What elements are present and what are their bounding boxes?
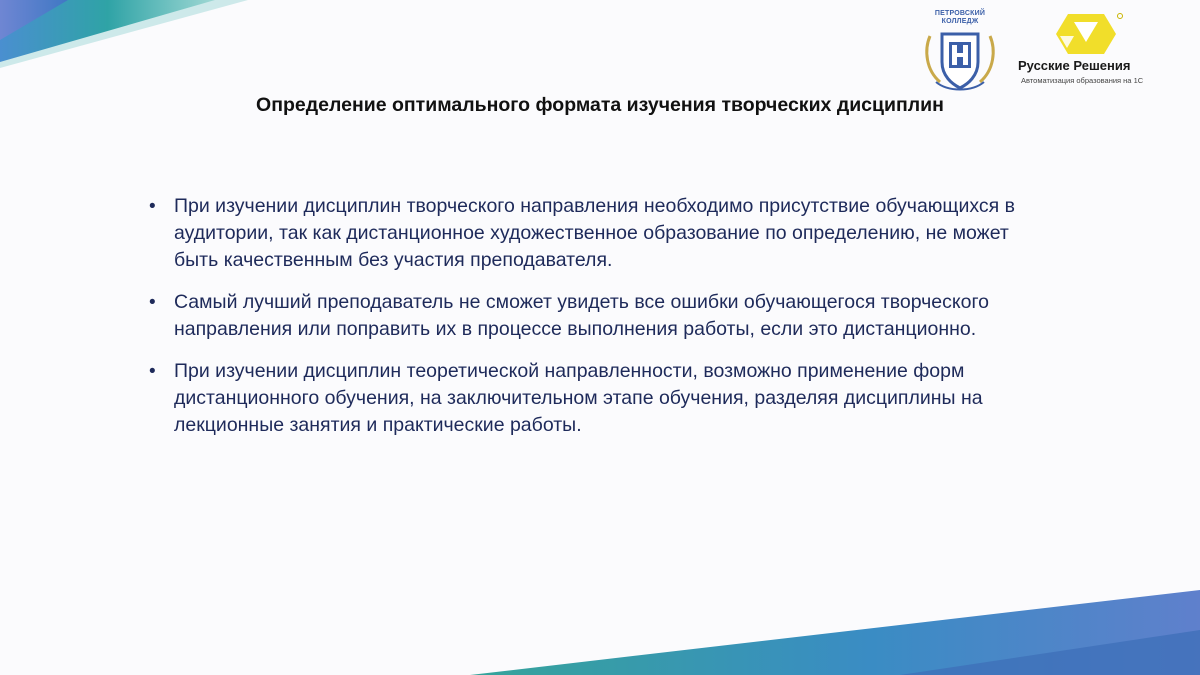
bullet-item-1 xyxy=(146,193,1046,274)
college-logo-name xyxy=(922,10,998,26)
bullet-item-2 xyxy=(146,289,1046,343)
bullet-marker: • xyxy=(149,196,156,217)
russkie-resheniya-logo xyxy=(1018,12,1158,92)
college-name-line1: ПЕТРОВСКИЙ xyxy=(934,10,986,17)
bullet-marker: • xyxy=(149,361,156,382)
bullet-text: При изучении дисциплин теоретической направленности, возможно применение форм дистанционного обучения, на заключительном этапе обучения, разделяя дисциплины на лекционные занятия и практические работы. xyxy=(174,360,983,436)
bullet-item-3 xyxy=(146,358,1046,439)
bullet-text: Самый лучший преподаватель не сможет увидеть все ошибки обучающегося творческого направления или поправить их в процессе выполнения работы, если это дистанционно. xyxy=(174,291,990,340)
bullet-text: При изучении дисциплин творческого направления необходимо присутствие обучающихся в аудитории, так как дистанционное художественное образование по определению, не может быть качественным без участия преподавателя. xyxy=(174,195,1015,271)
college-logo xyxy=(922,10,998,94)
college-crest-icon xyxy=(922,26,998,96)
slide-title: Определение оптимального формата изучения творческих дисциплин xyxy=(256,94,944,116)
russkie-resheniya-tagline: Автоматизация образования на 1С xyxy=(1021,76,1144,85)
yellow-hexagon-mark-icon xyxy=(1054,12,1124,60)
russkie-resheniya-name: Русские Решения xyxy=(1018,58,1131,73)
bullet-marker: • xyxy=(149,292,156,313)
bullet-list xyxy=(146,193,1046,454)
college-name-line2: КОЛЛЕДЖ xyxy=(941,18,979,25)
